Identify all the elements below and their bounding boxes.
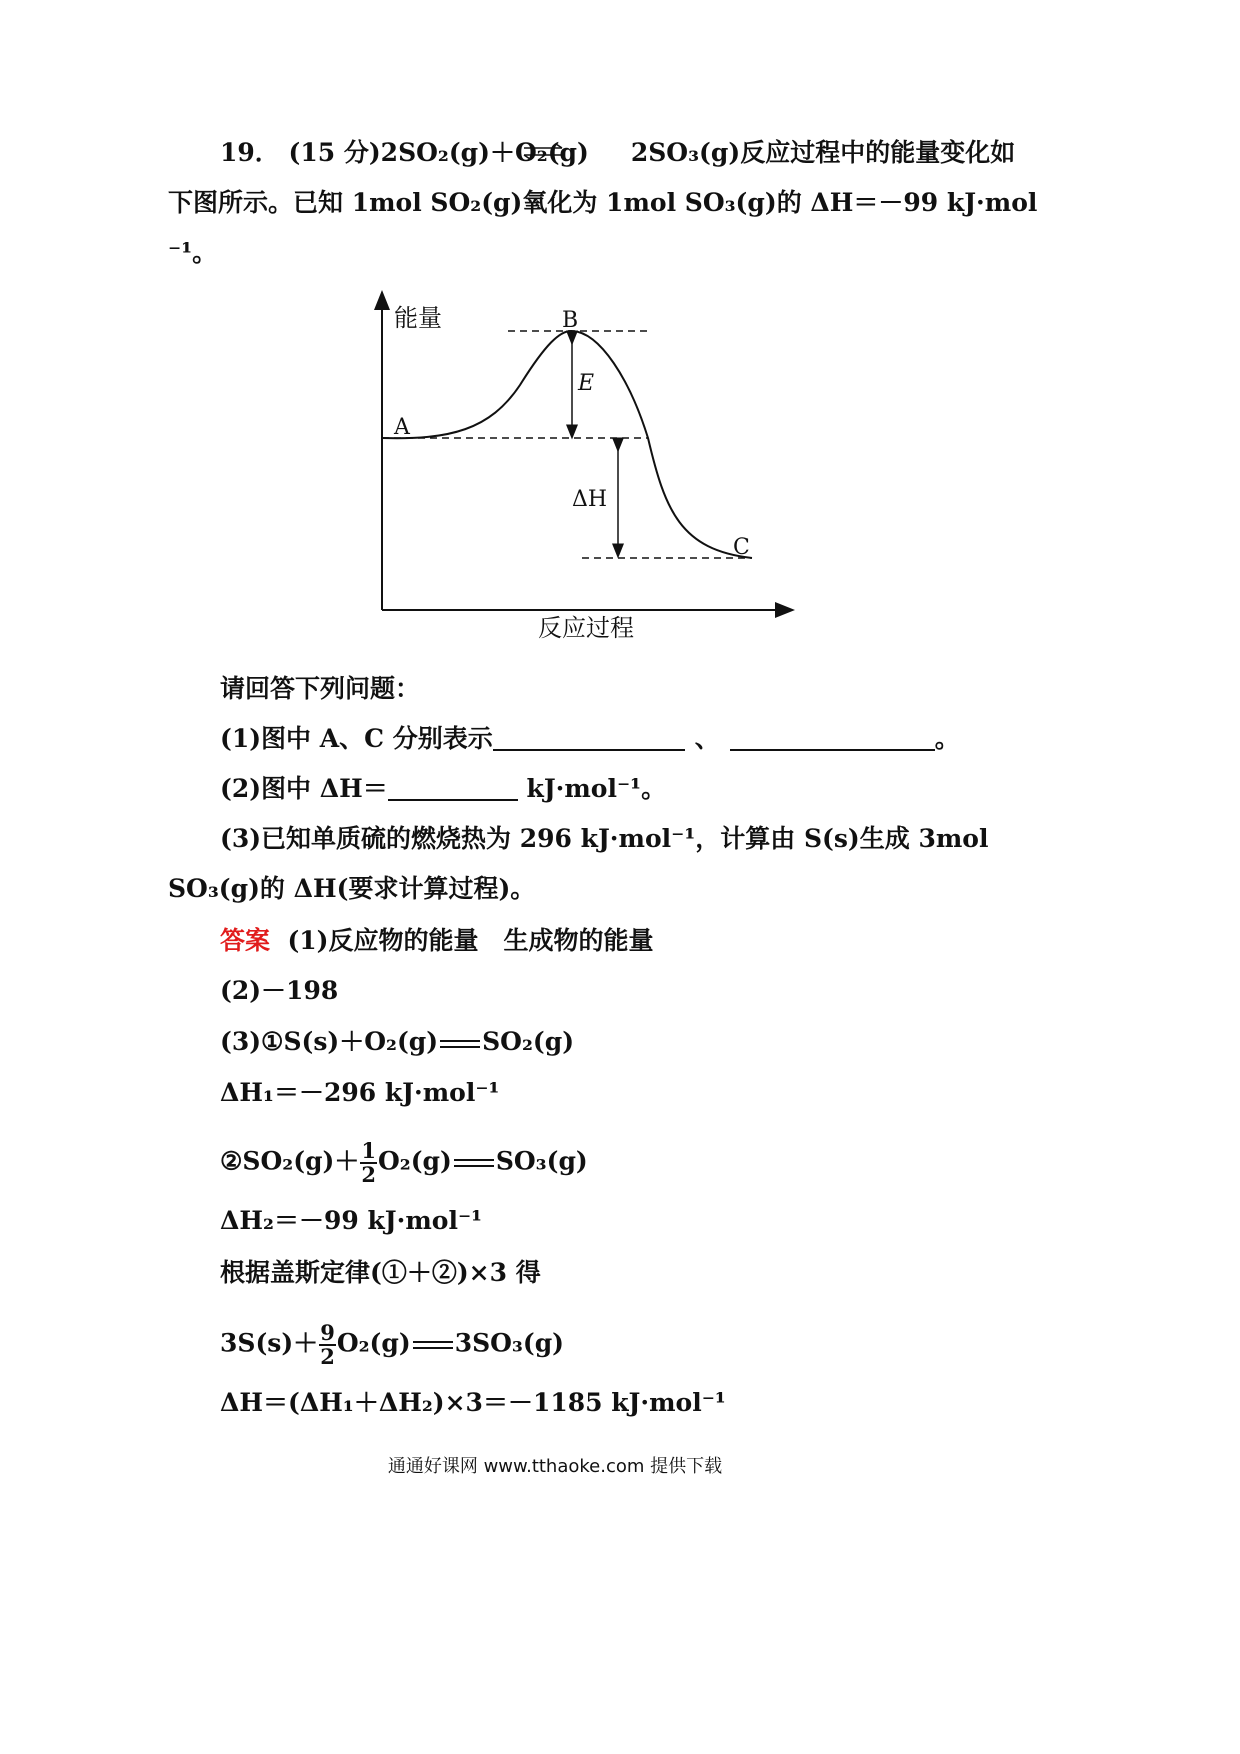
eq2-rhs: SO₃(g) <box>495 1146 588 1176</box>
answer-hess: 根据盖斯定律(①＋②)×3 得 <box>220 1258 541 1287</box>
eq3-lhs-a: 3S(s)＋ <box>220 1328 319 1358</box>
q1-blank-a[interactable] <box>493 723 685 751</box>
answer-tag: 答案 <box>220 926 271 955</box>
answer-line1 <box>220 924 654 958</box>
fraction-numerator: 9 <box>320 1320 335 1345</box>
energy-curve <box>382 331 752 558</box>
fraction-nine-halves <box>319 1322 336 1368</box>
activation-energy-label: E <box>578 371 595 396</box>
answer-eq2 <box>220 1140 588 1186</box>
page-footer: 通通好课网 www.tthaoke.com 提供下载 <box>387 1456 723 1477</box>
y-axis-label: 能量 <box>394 304 442 332</box>
prompt-text: 请回答下列问题： <box>220 674 421 703</box>
eq1-lhs: (3)①S(s)＋O₂(g) <box>220 1027 439 1056</box>
answer-eq1 <box>220 1025 574 1059</box>
answer-dh2: ΔH₂＝－99 kJ·mol⁻¹ <box>220 1206 483 1235</box>
fraction-denominator: 2 <box>320 1344 335 1369</box>
point-b-label: B <box>562 308 579 333</box>
eq3-rhs: 3SO₃(g) <box>454 1328 565 1358</box>
stem-tail: 反应过程中的能量变化如 <box>740 138 1016 167</box>
sub-question-2 <box>220 772 666 806</box>
question-stem-line1 <box>220 136 1015 170</box>
fraction-denominator: 2 <box>361 1162 376 1187</box>
point-a-label: A <box>394 415 410 440</box>
energy-profile-diagram <box>360 290 800 650</box>
question-score: (15 分) <box>288 138 381 167</box>
answer-1: (1)反应物的能量 生成物的能量 <box>287 926 654 955</box>
reaction-products: 2SO₃(g) <box>630 138 741 167</box>
equals-icon <box>413 1340 453 1350</box>
reaction-reactants: 2SO₂(g)＋O₂(g) <box>380 138 589 167</box>
answer-2: (2)－198 <box>220 976 339 1005</box>
answer-dh1: ΔH₁＝－296 kJ·mol⁻¹ <box>220 1078 500 1107</box>
x-axis-label: 反应过程 <box>538 614 634 642</box>
sub-question-3-line2: SO₃(g)的 ΔH(要求计算过程)。 <box>168 874 536 903</box>
point-c-label: C <box>733 535 750 560</box>
question-stem-line2: 下图所示。已知 1mol SO₂(g)氧化为 1mol SO₃(g)的 ΔH＝－99 kJ·mol <box>168 188 1038 217</box>
sub-question-1 <box>220 722 960 756</box>
q1-text: (1)图中 A、C 分别表示 <box>220 724 493 753</box>
question-stem-line3: ⁻¹。 <box>168 238 218 267</box>
q1-end: 。 <box>934 724 960 753</box>
enthalpy-change-label: ΔH <box>572 487 608 512</box>
q2-text: (2)图中 ΔH＝ <box>220 774 388 803</box>
fraction-half <box>360 1140 377 1186</box>
q2-unit: kJ·mol⁻¹。 <box>526 774 667 803</box>
eq1-rhs: SO₂(g) <box>482 1027 575 1056</box>
answer-eq3 <box>220 1322 564 1368</box>
answer-total: ΔH＝(ΔH₁＋ΔH₂)×3＝－1185 kJ·mol⁻¹ <box>220 1388 726 1417</box>
q2-blank[interactable] <box>388 773 518 801</box>
eq2-lhs-b: O₂(g) <box>377 1146 452 1176</box>
equals-icon <box>454 1158 494 1168</box>
q1-blank-c[interactable] <box>730 723 935 751</box>
sub-question-3-line1: (3)已知单质硫的燃烧热为 296 kJ·mol⁻¹，计算由 S(s)生成 3mol <box>220 824 989 853</box>
eq3-lhs-b: O₂(g) <box>336 1328 411 1358</box>
eq2-lhs-a: ②SO₂(g)＋ <box>220 1146 360 1176</box>
q1-sep: 、 <box>694 724 720 753</box>
equals-icon <box>440 1039 480 1049</box>
reversible-arrow-glyph-icon <box>522 142 564 162</box>
question-number: 19． <box>220 138 280 167</box>
fraction-numerator: 1 <box>361 1138 376 1163</box>
